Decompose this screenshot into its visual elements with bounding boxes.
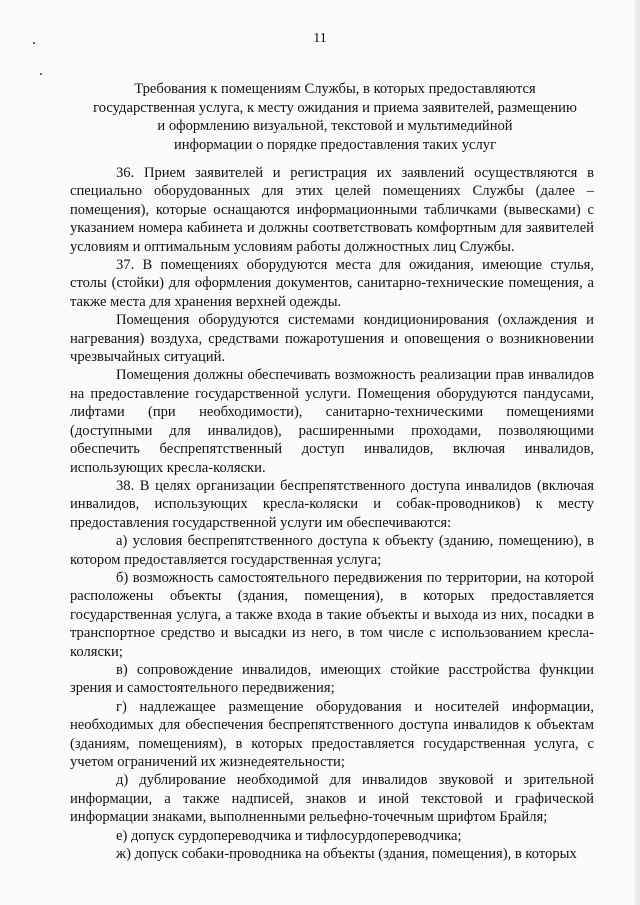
heading-line: Требования к помещениям Службы, в которых предоставляются [134,81,536,97]
list-item-e: е) допуск сурдопереводчика и тифлосурдопереводчика; [116,827,462,844]
paragraph: Помещения должны обеспечивать возможность реализации прав инвалидов на предоставление государственной услуги. Помещения оборудуются пандусами, лифтами (при необходимости), санитарно-техническими помещениями (доступными для инвалидов), расширенными проходами, позволяющими обеспечить беспрепятственный доступ инвалидов, включая инвалидов, использующих кресла-коляски. [70,367,594,476]
document-body [70,164,594,863]
list-item-zh: ж) допуск собаки-проводника на объекты (здания, помещения), в которых [116,846,577,863]
list-item-b: б) возможность самостоятельного передвижения по территории, на которой расположены объекты (здания, помещения), в которых предоставляется государственная услуга, а также входа в такие объекты и выхода из них, посадки в транспортное средство и высадки из него, в том числе с использованием кресла-коляски; [70,569,594,660]
paragraph: Помещения оборудуются системами кондиционирования (охлаждения и нагревания) воздуха, средствами пожаротушения и оповещения о возникновении чрезвычайных ситуаций. [70,312,594,366]
page-number: 11 [313,31,327,46]
list-item-v: в) сопровождение инвалидов, имеющих стойкие расстройства функции зрения и самостоятельного передвижения; [70,661,594,697]
heading-line: информации о порядке предоставления таких услуг [173,136,497,153]
page-edge [634,0,640,905]
list-item-g: г) надлежащее размещение оборудования и носителей информации, необходимых для обеспечения беспрепятственного доступа инвалидов к объектам (зданиям, помещениям), в которых предоставляется государственная услуга, с учетом ограничений их жизнедеятельности; [70,698,594,770]
paragraph-36: 36. Прием заявителей и регистрация их заявлений осуществляются в специально оборудованных для этих целей помещениях Службы (далее – помещения), которые оснащаются информационными табличками (вывесками) с указанием номера кабинета и должны соответствовать комфортным для заявителей условиям и оптимальным условиям работы должностных лиц Службы. [70,165,594,255]
heading-line: и оформлению визуальной, текстовой и мультимедийной [157,118,513,134]
scan-speck [40,73,42,75]
paragraph-38: 38. В целях организации беспрепятственного доступа инвалидов (включая инвалидов, использующих кресла-коляски и собак-проводников) к месту предоставления государственной услуги им обеспечиваются: [70,477,594,531]
list-item-a: а) условия беспрепятственного доступа к объекту (зданию, помещению), в котором предоставляется государственная услуга; [70,533,594,568]
section-heading [70,80,600,154]
list-item-d: д) дублирование необходимой для инвалидов звуковой и зрительной информации, а также надписей, знаков и иной текстовой и графической информации знаками, выполненными рельефно-точечным шрифтом Брайля; [70,772,594,826]
heading-line: государственная услуга, к месту ожидания и приема заявителей, размещению [93,99,577,116]
paragraph-37: 37. В помещениях оборудуются места для ожидания, имеющие стулья, столы (стойки) для оформления документов, санитарно-технические помещения, а также места для хранения верхней одежды. [70,257,594,310]
